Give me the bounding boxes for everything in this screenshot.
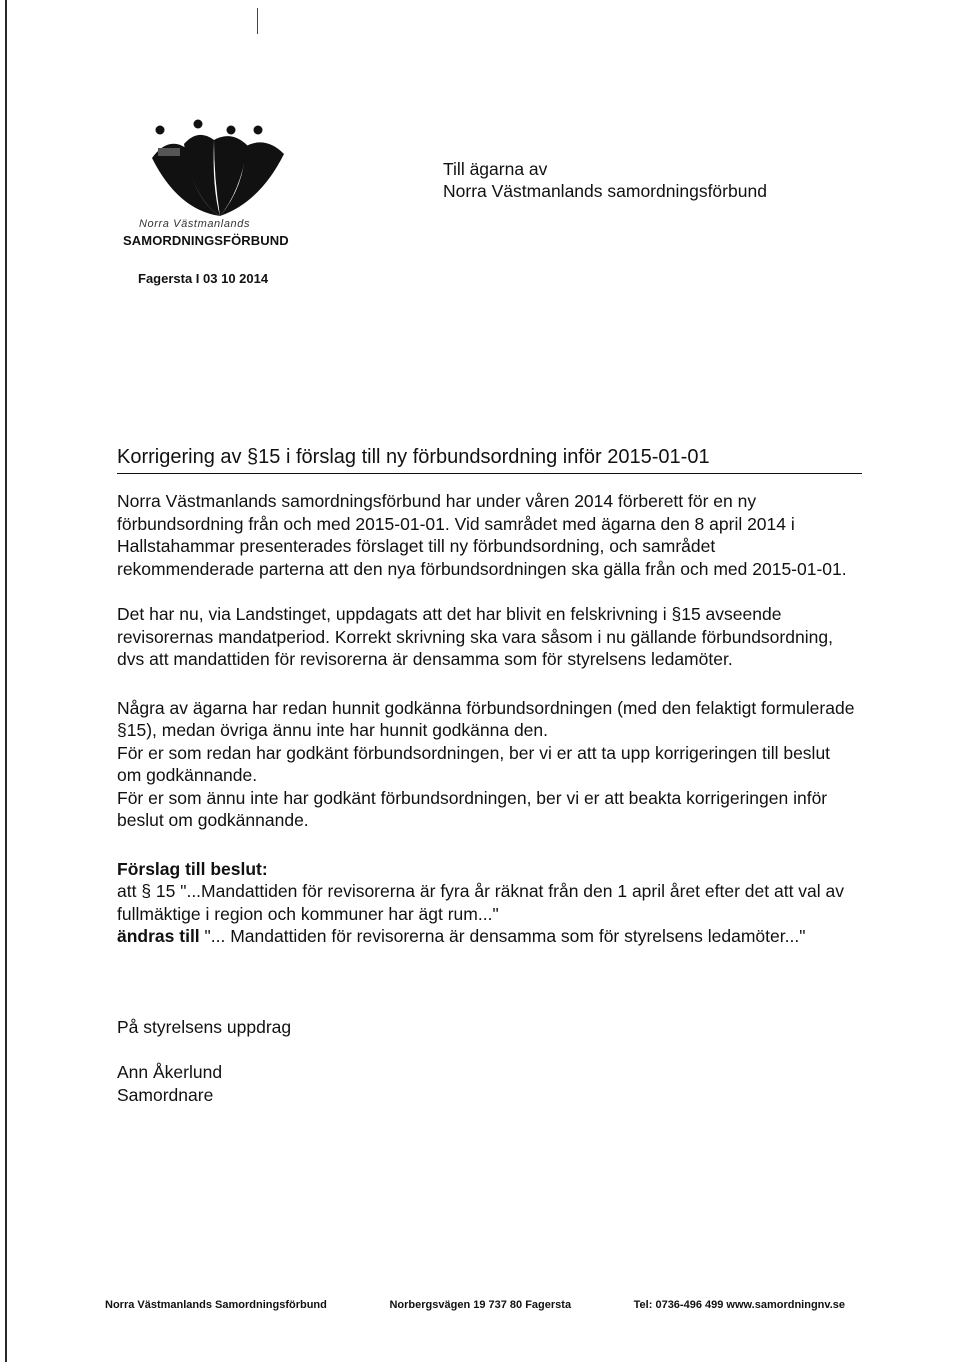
org-logo xyxy=(148,118,288,220)
document-heading: Korrigering av §15 i förslag till ny förbundsordning inför 2015-01-01 xyxy=(117,446,862,474)
signoff: På styrelsens uppdrag xyxy=(117,1016,292,1037)
signer-name: Ann Åkerlund xyxy=(117,1062,223,1082)
document-body xyxy=(117,490,857,1106)
org-name-small: Norra Västmanlands xyxy=(139,218,251,230)
signer-title: Samordnare xyxy=(117,1084,214,1105)
footer-contact: Tel: 0736-496 499 www.samordningnv.se xyxy=(633,1299,845,1311)
org-name-caps: SAMORDNINGSFÖRBUND xyxy=(123,233,289,248)
footer-org: Norra Västmanlands Samordningsförbund xyxy=(105,1299,327,1311)
page-edge-line xyxy=(5,0,7,1362)
proposal-heading: Förslag till beslut: xyxy=(117,858,268,879)
footer-address: Norbergsvägen 19 737 80 Fagersta xyxy=(389,1299,572,1311)
paragraph-owners-status: Några av ägarna har redan hunnit godkänna förbundsordningen (med den felaktigt formulerade §15), medan övriga ännu inte har hunnit godkänna den. xyxy=(117,697,855,740)
recipient-line-2: Norra Västmanlands samordningsförbund xyxy=(443,181,767,201)
recipient-block xyxy=(443,158,767,202)
proposal-original-text: att § 15 "...Mandattiden för revisorerna är fyra år räknat från den 1 april året efter det att val av fullmäktige i region och kommuner har ägt rum..." xyxy=(117,881,845,924)
paragraph-error-notice: Det har nu, via Landstinget, uppdagats att det har blivit en felskrivning i §15 avseende revisorernas mandatperiod. Korrekt skrivning ska vara såsom i nu gällande förbundsordning, dvs att mandattiden för revisorerna är densamma som för styrelsens ledamöter. xyxy=(117,604,833,669)
proposal-change xyxy=(117,925,857,948)
paragraph-approved-request: För er som redan har godkänt förbundsordningen, ber vi er att ta upp korrigeringen till beslut om godkännande. xyxy=(117,742,831,785)
proposal-new-text: "... Mandattiden för revisorerna är densamma som för styrelsens ledamöter..." xyxy=(199,926,806,946)
proposal-change-label: ändras till xyxy=(117,926,200,946)
recipient-line-1: Till ägarna av xyxy=(443,159,548,179)
paragraph-pending-request: För er som ännu inte har godkänt förbundsordningen, ber vi er att beakta korrigeringen inför beslut om godkännande. xyxy=(117,787,828,830)
footer xyxy=(105,1299,845,1311)
dateline: Fagersta I 03 10 2014 xyxy=(138,271,269,286)
paragraph-background: Norra Västmanlands samordningsförbund har under våren 2014 förberett för en ny förbundsordning från och med 2015-01-01. Vid samrådet med ägarna den 8 april 2014 i Hallstahammar presenterades förslaget till ny förbundsordning, och samrådet rekommenderade parterna att den nya förbundsordningen ska gälla från och med 2015-01-01. xyxy=(117,491,847,579)
scan-mark xyxy=(257,8,258,34)
